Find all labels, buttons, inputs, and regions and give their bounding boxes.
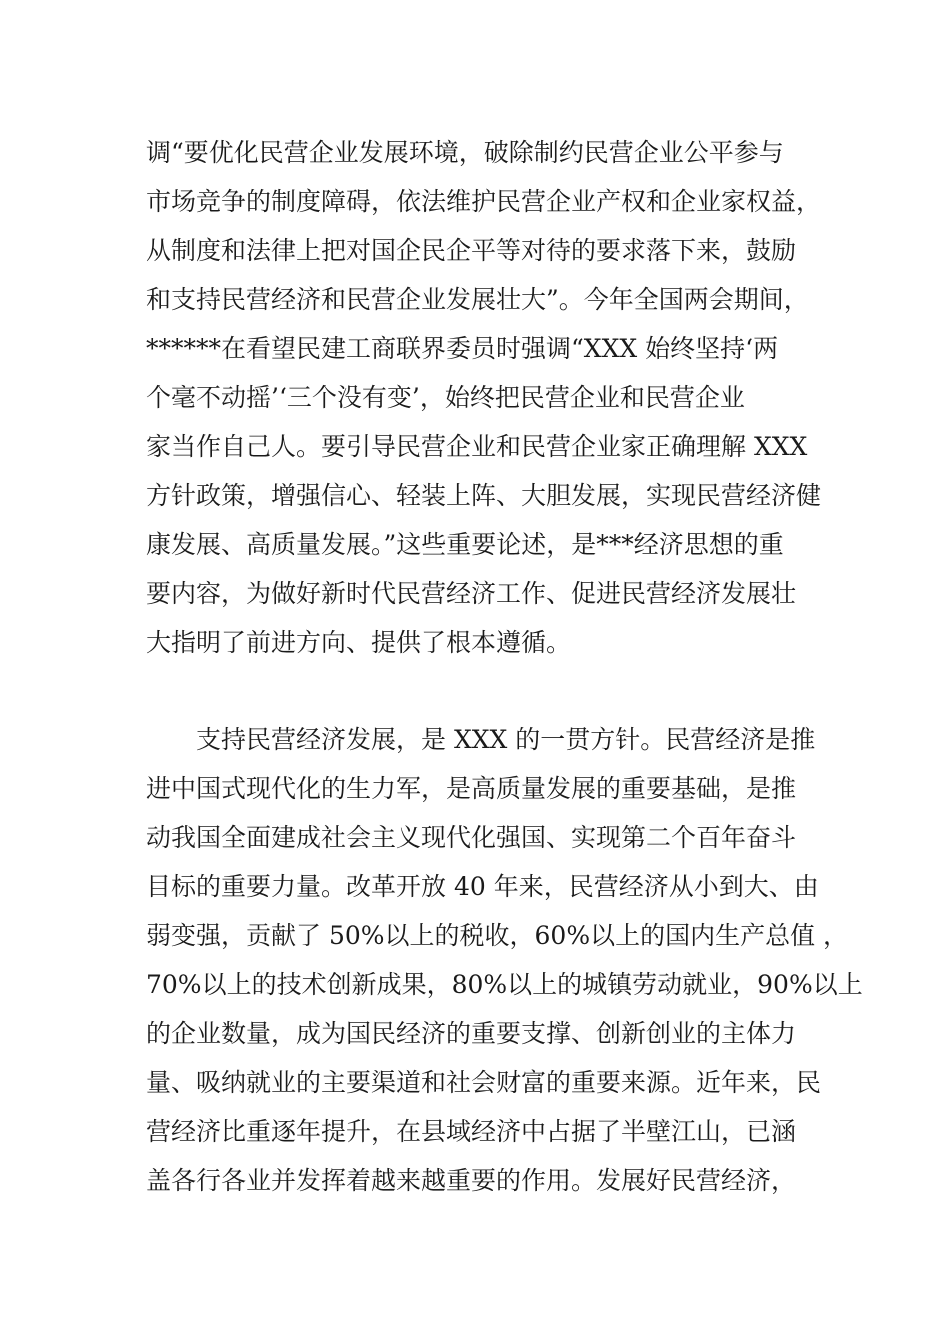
paragraph-line: 和支持民营经济和民营企业发展壮大”。今年全国两会期间， — [146, 285, 809, 314]
paragraph-line: 动我国全面建成社会主义现代化强国、实现第二个百年奋斗 — [146, 823, 797, 852]
paragraph-line: 盖各行各业并发挥着越来越重要的作用。发展好民营经济， — [146, 1166, 797, 1195]
paragraph-line: 目标的重要力量。改革开放 40 年来，民营经济从小到大、由 — [146, 872, 819, 901]
paragraph-line: 康发展、高质量发展。”这些重要论述，是***经济思想的重 — [146, 530, 784, 559]
paragraph-line: ******在看望民建工商联界委员时强调“XXX 始终坚持‘两 — [146, 334, 779, 363]
paragraph-line: 进中国式现代化的生力军，是高质量发展的重要基础，是推 — [146, 774, 797, 803]
paragraph-line: 营经济比重逐年提升，在县域经济中占据了半壁江山，已涵 — [146, 1117, 797, 1146]
paragraph-line: 从制度和法律上把对国企民企平等对待的要求落下来，鼓励 — [146, 236, 797, 265]
paragraph-line: 方针政策，增强信心、轻装上阵、大胆发展，实现民营经济健 — [146, 481, 822, 510]
paragraph-line: 弱变强，贡献了 50%以上的税收，60%以上的国内生产总值 ， — [146, 921, 849, 950]
paragraph-line: 市场竞争的制度障碍，依法维护民营企业产权和企业家权益， — [146, 187, 822, 216]
paragraph-line: 的企业数量，成为国民经济的重要支撑、创新创业的主体力 — [146, 1019, 797, 1048]
paragraph-line: 量、吸纳就业的主要渠道和社会财富的重要来源。近年来，民 — [146, 1068, 822, 1097]
paragraph-line: 70%以上的技术创新成果，80%以上的城镇劳动就业，90%以上 — [146, 970, 863, 999]
paragraph-line: 大指明了前进方向、提供了根本遵循。 — [146, 628, 572, 657]
paragraph-line: 支持民营经济发展，是 XXX 的一贯方针。民营经济是推 — [196, 725, 816, 754]
paragraph-line: 家当作自己人。要引导民营企业和民营企业家正确理解 XXX — [146, 432, 808, 461]
paragraph-line: 个毫不动摇’‘三个没有变’，始终把民营企业和民营企业 — [146, 383, 745, 412]
paragraph-line: 要内容，为做好新时代民营经济工作、促进民营经济发展壮 — [146, 579, 797, 608]
paragraph-line: 调“要优化民营企业发展环境，破除制约民营企业公平参与 — [146, 138, 784, 167]
